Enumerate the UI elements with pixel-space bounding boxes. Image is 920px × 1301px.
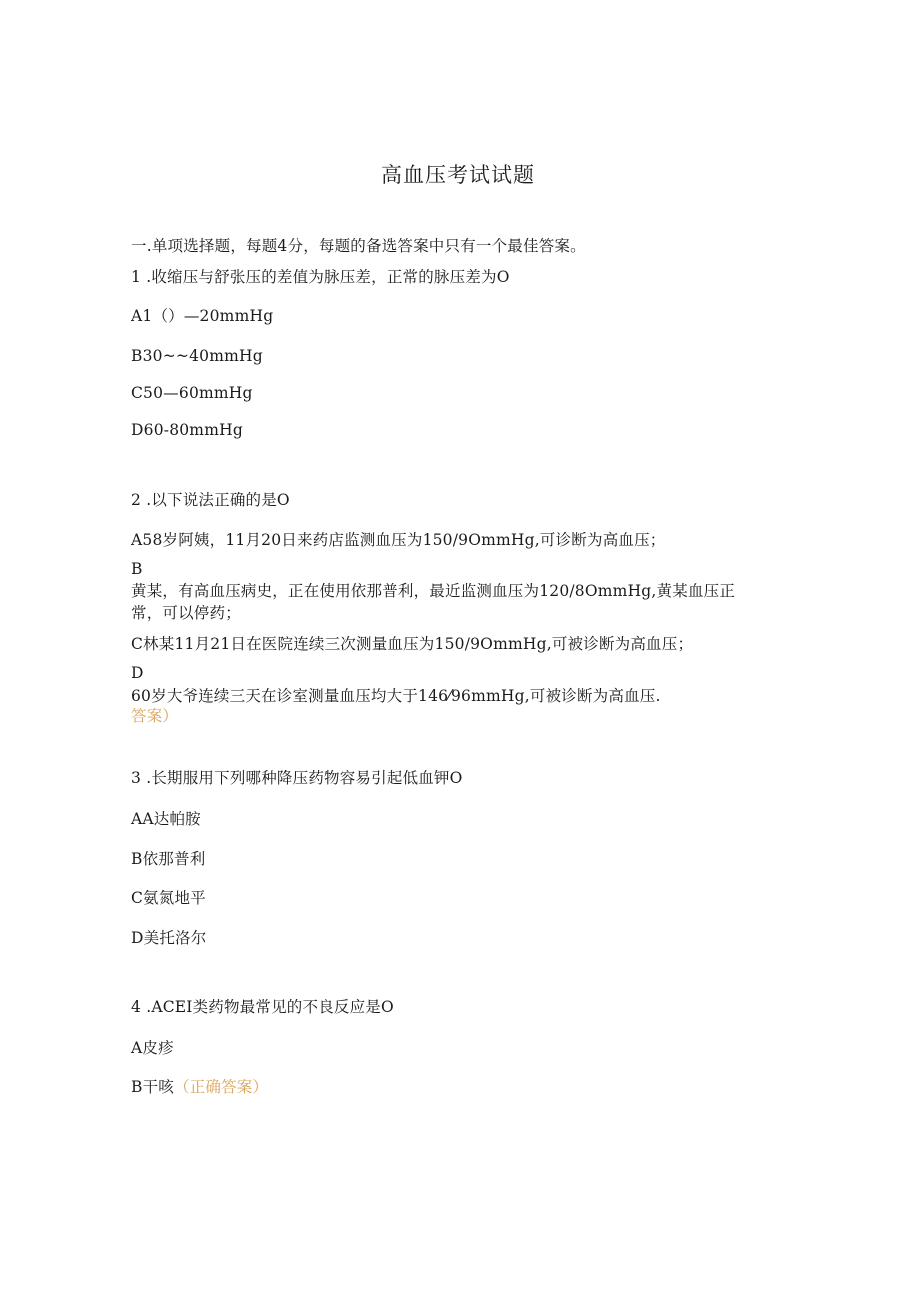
question-3-option-c: C氨氮地平 (131, 889, 206, 907)
question-2-stem: 2 .以下说法正确的是O (131, 491, 290, 509)
question-2-option-a: A58岁阿姨，11月20日来药店监测血压为150/9OmmHg,可诊断为高血压； (131, 531, 666, 549)
question-3-stem: 3 .长期服用下列哪种降压药物容易引起低血钾O (131, 769, 463, 787)
question-1-option-c: C50—60mmHg (131, 384, 253, 402)
question-1-option-a: A1（）—20mmHg (131, 307, 274, 325)
question-4-stem: 4 .ACEI类药物最常见的不良反应是O (131, 998, 394, 1016)
question-2-answer-mark: 答案） (131, 707, 179, 725)
question-1-stem: 1 .收缩压与舒张压的差值为脉压差，正常的脉压差为O (131, 268, 510, 286)
question-1-option-b: B30~~40mmHg (131, 347, 263, 365)
question-3-option-d: D美托洛尔 (131, 929, 207, 947)
question-2-option-c: C林某11月21日在医院连续三次测量血压为150/9OmmHg,可被诊断为高血压； (131, 635, 694, 653)
question-2-option-b-label: B (131, 560, 143, 578)
question-2-option-b-line-2: 常，可以停药； (131, 604, 241, 622)
question-3-option-b: B依那普利 (131, 850, 206, 868)
question-4-correct-answer-mark: （正确答案） (174, 1078, 269, 1096)
question-4-option-b-text: B干咳 (131, 1078, 174, 1096)
question-2-option-b-line-1: 黄某，有高血压病史，正在使用依那普利，最近监测血压为120/8OmmHg,黄某血压正 (131, 582, 736, 600)
section-heading: 一.单项选择题，每题4分，每题的备选答案中只有一个最佳答案。 (131, 237, 586, 255)
question-1-option-d: D60-80mmHg (131, 421, 243, 439)
question-2-option-d-text: 60岁大爷连续三天在诊室测量血压均大于146⁄96mmHg,可被诊断为高血压. (131, 687, 661, 705)
page-title: 高血压考试试题 (381, 163, 535, 187)
question-2-option-d-label: D (131, 664, 144, 682)
question-4-option-b (131, 1077, 268, 1097)
question-3-option-a: AA达帕胺 (131, 810, 201, 828)
question-4-option-a: A皮疹 (131, 1039, 174, 1057)
